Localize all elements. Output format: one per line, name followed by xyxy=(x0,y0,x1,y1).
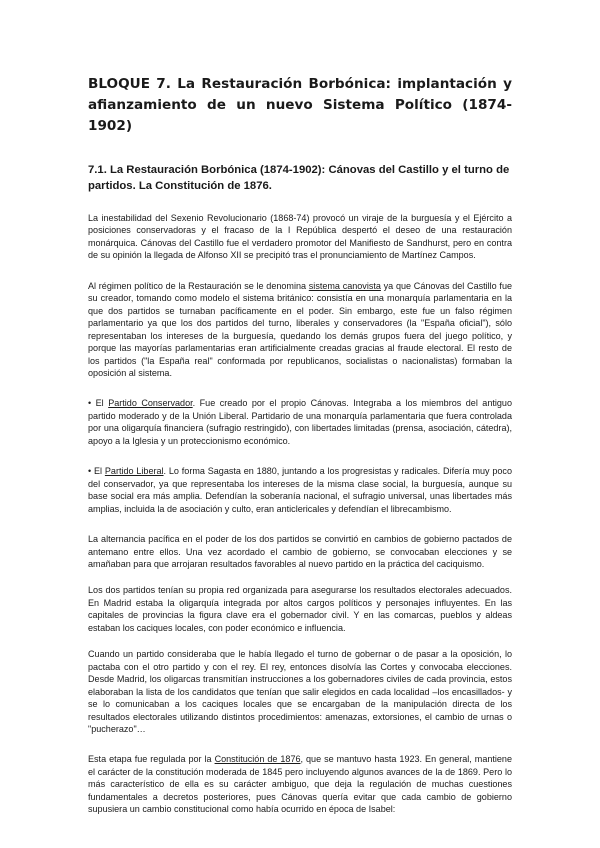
bullet: • El xyxy=(88,466,105,477)
text-span: . Fue creado por el propio Cánovas. Integraba a los miembros del antiguo partido moderado y de la Unión Liberal. Partidario de una monarquía parlamentaria que fuera controlada por una oligarquía financiera (sufragio restringido), con libertades limitadas (prensa, asociación, cátedra), apoyo a la Iglesia y un proteccionismo económico. xyxy=(88,398,512,446)
term-constitucion-1876: Constitución de 1876 xyxy=(214,754,301,765)
term-sistema-canovista: sistema canovista xyxy=(308,280,381,291)
text-span: ya que Cánovas del Castillo fue su creador, tomando como modelo el sistema británico: consistía en una monarquía parlamentaria en la que dos partidos se turnaban pacíficamente en el poder. Sin embargo, este fue un falso régimen parlamentario ya que los dos partidos del turno, liberales y conservadores (la "España oficial"), sólo representaban los intereses de la burguesía, quedando los demás grupos fuera del juego político, y porque las mayorías parlamentarias eran artificialmente creadas gracias al fraude electoral. El resto de los partidos ("la España real" conformada por republicanos, socialistas o nacionalistas) formaban la oposición al sistema. xyxy=(88,280,513,378)
paragraph-alternancia: La alternancia pacífica en el poder de los dos partidos se convirtió en cambios de gobierno pactados de antemano entre ellos. Una vez acordado el cambio de gobierno, se convocaban elecciones y se amañaban para que arrojaran resultados favorables al nuevo partido en la práctica del caciquismo. xyxy=(88,534,512,569)
list-item-partido-conservador xyxy=(88,397,512,447)
text-span: Al régimen político de la Restauración se le denomina xyxy=(88,280,309,291)
section-subtitle: 7.1. La Restauración Borbónica (1874-1902): Cánovas del Castillo y el turno de partidos. La Constitución de 1876. xyxy=(88,164,510,192)
term-partido-conservador: Partido Conservador xyxy=(108,398,193,409)
text-span: , que se mantuvo hasta 1923. En general, mantiene el carácter de la constitución moderada de 1845 pero incluyendo algunos avances de la de 1869. Pero lo más característico de ella es su carácter ambiguo, que deja la regulación de muchas cuestiones fundamentales a decretos posteriores, pues Cánovas quería evitar que cada cambio de gobierno supusiera un cambio constitucional como había ocurrido en época de Isabel: xyxy=(88,754,512,815)
paragraph-intro: La inestabilidad del Sexenio Revolucionario (1868-74) provocó un viraje de la burguesía y el Ejército a posiciones conservadoras y el fracaso de la I República despertó el deseo de una restauración monárquica. Cánovas del Castillo fue el verdadero promotor del Manifiesto de Sandhurst, pero en contra de su opinión la llegada de Alfonso XII se precipitó tras el pronunciamiento de Martínez Campos. xyxy=(88,213,512,261)
list-item-partido-liberal xyxy=(88,465,512,515)
block-title: BLOQUE 7. La Restauración Borbónica: implantación y afianzamiento de un nuevo Sistema Político (1874-1902) xyxy=(88,76,512,134)
paragraph-constitucion xyxy=(88,753,512,815)
paragraph-turno: Cuando un partido consideraba que le había llegado el turno de gobernar o de pasar a la oposición, lo pactaba con el otro partido y con el rey. El rey, entonces disolvía las Cortes y convocaba elecciones. Desde Madrid, los oligarcas transmitían instrucciones a los gobernadores civiles de cada provincia, estos elaboraban la lista de los candidatos que tenían que salir elegidos en cada localidad –los encasillados- y se lo comunicaban a los caciques locales que se encargaban de la manipulación directa de los resultados electorales utilizando distintos procedimientos: amenazas, extorsiones, el cambio de urnas o "pucherazo"… xyxy=(88,649,512,734)
bullet: • El xyxy=(88,398,109,409)
paragraph-red-organizada: Los dos partidos tenían su propia red organizada para asegurarse los resultados electorales adecuados. En Madrid estaba la oligarquía integrada por altos cargos políticos y personajes influyentes. En las capitales de provincias la figura clave era el gobernador civil. Y en las comarcas, pueblos y aldeas estaban los caciques locales, con poder económico e influencia. xyxy=(88,585,512,633)
text-span: . Lo forma Sagasta en 1880, juntando a los progresistas y radicales. Difería muy poco del conservador, ya que representaba los intereses de la misma clase social, la burguesía, aunque su base social era más amplia. Defendían la soberanía nacional, el sufragio universal, unas libertades más amplias, incluida la de asociación y culto, eran anticlericales y defendían el librecambismo. xyxy=(88,466,512,514)
paragraph-sistema-canovista xyxy=(88,280,512,380)
term-partido-liberal: Partido Liberal xyxy=(104,466,164,477)
text-span: Esta etapa fue regulada por la xyxy=(88,754,215,765)
